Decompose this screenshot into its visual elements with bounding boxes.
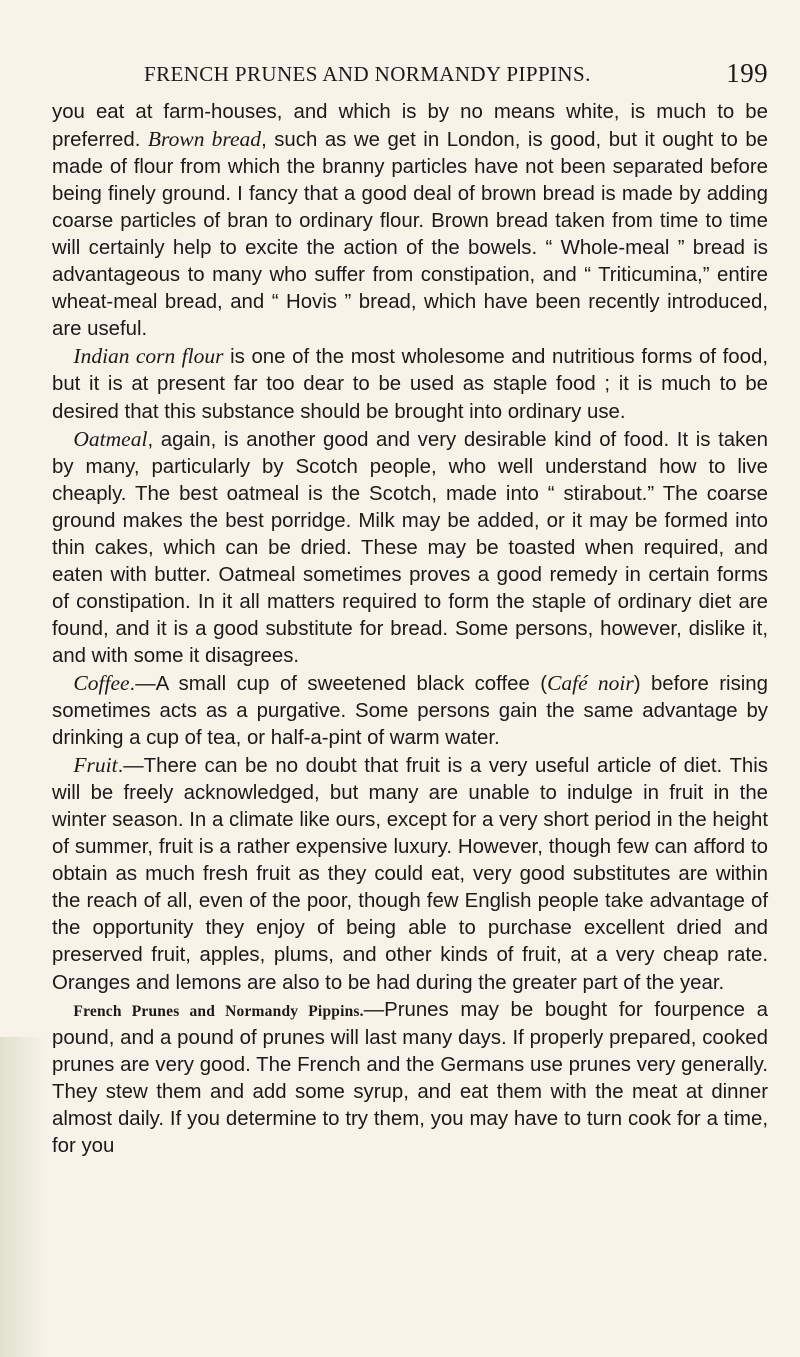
italic-term-indian-corn-flour: Indian corn flour [73,344,224,369]
text-run: is one of the most wholesome and nutritious forms of food, but it is at present far too dear to be used as staple food ; it is much to be desired that this substance should be brought into ordinary use. [52,346,768,423]
section-heading-french-prunes: French Prunes and Normandy Pippins. [73,1002,364,1020]
text-run: .—There can be no doubt that fruit is a very useful article of diet. This will be freely acknowledged, but many are unable to indulge in fruit in the winter season. In a climate like ours, except for a very short period in the height of summer, fruit is a rather expensive luxury. However, though few can afford to obtain as much fresh fruit as they could eat, very good substitutes are within the reach of all, even of the poor, though few English people take advantage of the opportunity they enjoy of being able to purchase excellent dried and preserved fruit, apples, plums, and other kinds of fruit, at a very cheap rate. Oranges and lemons are also to be had during the greater part of the year. [52,755,768,994]
italic-term-coffee: Coffee [73,670,130,695]
paragraph-fruit [52,752,768,996]
paragraph-oatmeal [52,426,768,670]
italic-term-oatmeal: Oatmeal [73,426,148,451]
text-run: , again, is another good and very desirable kind of food. It is taken by many, particularly by Scotch people, who well understand how to live cheaply. The best oatmeal is the Scotch, made into “ stirabout.” The coarse ground makes the best porridge. Milk may be added, or it may be formed into thin cakes, which can be dried. These may be toasted when required, and eaten with butter. Oatmeal sometimes proves a good remedy in certain forms of constipation. In it all matters required to form the staple of ordinary diet are found, and it is a good substitute for bread. Some persons, however, dislike it, and with some it disagrees. [52,428,768,667]
page-number: 199 [726,58,768,88]
text-run: you eat at farm-houses, and which is by no means white, is much to be preferred. [52,101,768,152]
italic-term-brown-bread: Brown bread [147,127,262,152]
italic-term-fruit: Fruit [73,753,118,778]
text-run: , such as we get in London, is good, but it ought to be made of flour from which the branny particles have not been separated before being finely ground. I fancy that a good deal of brown bread is made by adding coarse particles of bran to ordinary flour. Brown bread taken from time to time will certainly help to excite the action of the bowels. “ Whole-meal ” bread is advantageous to many who suffer from constipation, and “ Triticumina,” entire wheat-meal bread, and “ Hovis ” bread, which have been recently introduced, are useful. [52,129,768,341]
paragraph-french-prunes [52,997,768,1160]
text-run: —Prunes may be bought for fourpence a pound, and a pound of prunes will last many days. If properly prepared, cooked prunes are very good. The French and the Germans use prunes very generally. They stew them and add some syrup, and eat them with the meat at dinner almost daily. If you determine to try them, you may have to turn cook for a time, for you [52,998,768,1157]
paragraph-coffee [52,670,768,752]
paragraph-indian-corn-flour [52,343,768,425]
running-head [144,58,768,94]
page-edge-shadow [0,1037,46,1357]
paragraph-brown-bread [52,99,768,343]
italic-term-cafe-noir: Café noir [547,670,634,695]
running-title: FRENCH PRUNES AND NORMANDY PIPPINS. [144,62,591,86]
text-run: ) before rising sometimes acts as a purgative. Some persons gain the same advantage by drinking a cup of tea, or half-a-pint of warm water. [52,672,768,750]
body-text [52,99,768,1160]
text-run: .—A small cup of sweetened black coffee ( [129,672,548,695]
